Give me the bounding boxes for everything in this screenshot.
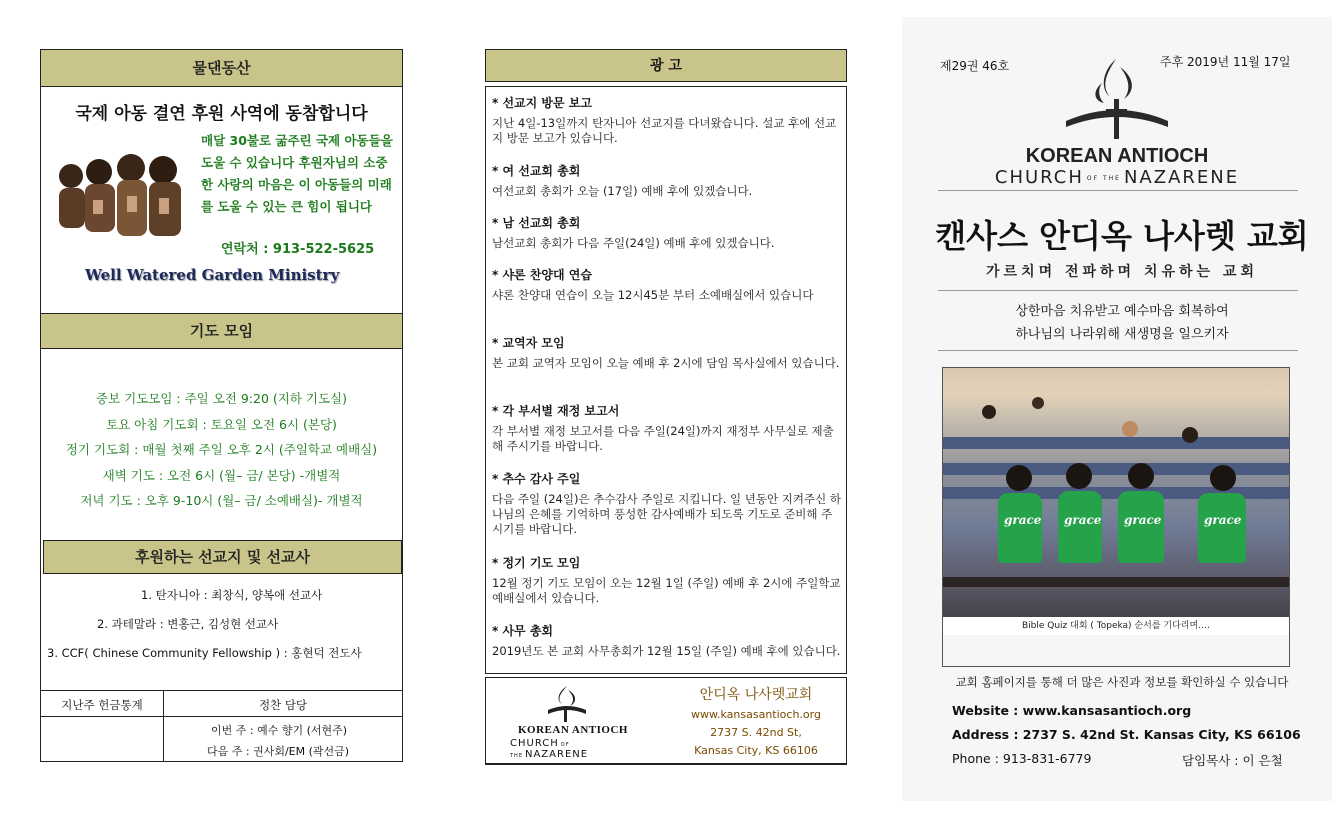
children-photo [55,144,189,242]
shirt-text: grace [1064,513,1102,527]
footer-logo-line2: CHURCH OF THE NAZARENE [510,738,589,760]
announcement-body: 지난 4일-13일까지 탄자니아 선교지를 다녀왔습니다. 설교 후에 선교지 방문 보고가 있습니다. [492,116,837,145]
announcement-title: * 남 선교회 총회 [492,216,581,230]
slogan-line1: 상한마음 치유받고 예수마음 회복하여 [1015,304,1229,319]
announcement-item [492,266,841,330]
photo-caption: Bible Quiz 대회 ( Topeka) 순서를 기다리며…. [1021,621,1211,631]
sponsorship-appeal: 매달 30불로 굶주린 국제 아동들을 도울 수 있습니다 후원자님의 소중한 사랑의 마음은 이 아동들의 미래를 도울 수 있는 큰 힘이 됩니다 [201,133,393,214]
ministry-name: Well Watered Garden Ministry [85,266,340,284]
announcement-body: 2019년도 본 교회 사무총회가 12월 15일 (주일) 예배 후에 있습니다. [492,644,841,658]
announcement-body: 각 부서별 재정 보고서를 다음 주일(24일)까지 재정부 사무실로 제출해 주시기를 바랍니다. [492,424,834,453]
announcement-item [492,470,841,550]
meal-duty-header: 정찬 담당 [258,698,308,712]
meal-duty-next-week: 다음 주 : 권사회/EM (곽선금) [207,745,350,758]
shirt-text: grace [1004,513,1042,527]
church-logo-icon [1062,55,1172,145]
cover-logo-line1: KOREAN ANTIOCH [1025,145,1209,167]
announcement-body: 본 교회 교역자 모임이 오늘 예배 후 2시에 담임 목사실에서 있습니다. [492,356,840,370]
sponsorship-banner: 국제 아동 결연 후원 사역에 동참합니다 [75,104,368,124]
announcement-item [492,94,841,158]
announcement-item [492,214,841,262]
prayer-list [41,386,402,514]
announcement-title: * 사무 총회 [492,624,553,638]
section-header-prayer: 기도 모임 [41,313,402,349]
announcement-title: * 선교지 방문 보고 [492,96,592,110]
footer-logo-line1: KOREAN ANTIOCH [518,724,628,736]
prayer-item: 토요 아침 기도회 : 토요일 오전 6시 (본당) [106,416,337,432]
offering-stats-header: 지난주 헌금통계 [61,698,143,712]
church-footer [485,677,847,765]
church-title: 캔사스 안디옥 나사렛 교회 [935,217,1309,255]
phone-line: Phone : 913-831-6779 [952,751,1092,766]
meal-duty-this-week: 이번 주 : 예수 향기 (서현주) [211,724,348,737]
pastor-name: 담임목사 : 이 은철 [1182,753,1283,768]
volume-number: 제29권 46호 [940,59,1010,73]
church-motto: 가르치며 전파하며 치유하는 교회 [986,264,1258,280]
announcement-item [492,622,841,678]
announcement-item [492,334,841,398]
mission-item: 3. CCF( Chinese Community Fellowship ) : 홍현덕 전도사 [47,646,362,660]
prayer-item: 저녁 기도 : 오후 9-10시 (월– 금/ 소예배실)- 개별적 [80,493,363,508]
address-line: Address : 2737 S. 42nd St. Kansas City, KS 66106 [952,727,1301,742]
announcement-body: 12월 정기 기도 모임이 오는 12월 1일 (주일) 예배 후 2시에 주일학교 예배실에서 있습니다. [492,576,841,605]
section-header-missions: 후원하는 선교지 및 선교사 [43,540,402,574]
announcement-body: 다음 주일 (24일)은 추수감사 주일로 지킵니다. 일 년동안 지켜주신 하나님의 은혜를 기억하며 풍성한 감사예배가 되도록 기도로 준비해 주시기를 바랍니다. [492,492,841,536]
announcement-item [492,554,841,618]
prayer-item: 새벽 기도 : 오전 6시 (월– 금/ 본당) -개별적 [102,467,341,483]
announcement-title: * 각 부서별 재정 보고서 [492,404,620,418]
slogan-line2: 하나님의 나라위해 새생명을 일으키자 [1015,327,1229,342]
announcement-title: * 여 선교회 총회 [492,164,581,178]
footer-website[interactable]: www.kansasantioch.org [691,708,821,721]
cover-panel [902,17,1332,801]
homepage-note: 교회 홈페이지를 통해 더 많은 사진과 정보를 확인하실 수 있습니다 [955,675,1289,689]
announcement-list [485,86,847,674]
left-panel [40,49,403,762]
announcement-title: * 추수 감사 주일 [492,472,581,486]
prayer-item: 정기 기도회 : 매월 첫째 주일 오후 2시 (주일학교 예배실) [65,442,378,457]
cover-logo-line2: CHURCH OF THE NAZARENE [994,167,1240,188]
section-header-announcements: 광 고 [485,49,847,82]
prayer-item: 중보 기도모임 : 주일 오전 9:20 (지하 기도실) [96,391,347,406]
contact-phone: 연락처 : 913-522-5625 [221,242,375,257]
announcement-title: * 정기 기도 모임 [492,556,581,570]
shirt-text: grace [1124,513,1162,527]
footer-address-line1: 2737 S. 42nd St, [710,726,802,739]
bulletin-date: 주후 2019년 11월 17일 [1160,55,1291,69]
bible-quiz-photo [942,367,1290,635]
announcement-body: 여선교회 총회가 오늘 (17일) 예배 후에 있겠습니다. [492,184,753,198]
announcement-title: * 샤론 찬양대 연습 [492,268,592,282]
offering-table [41,690,402,762]
announcement-title: * 교역자 모임 [492,336,565,350]
announcement-item [492,162,841,210]
shirt-text: grace [1204,513,1242,527]
announcement-body: 샤론 찬양대 연습이 오늘 12시45분 부터 소예배실에서 있습니다 [492,288,814,302]
church-logo-icon [544,684,590,724]
website-line[interactable]: Website : www.kansasantioch.org [952,703,1192,718]
mission-item: 2. 과테말라 : 변홍근, 김성현 선교사 [97,617,279,631]
announcement-body: 남선교회 총회가 다음 주일(24일) 예배 후에 있겠습니다. [492,236,775,250]
footer-church-name: 안디옥 나사렛교회 [699,687,813,703]
footer-address-line2: Kansas City, KS 66106 [694,744,818,757]
section-header-garden: 물댄동산 [41,50,402,87]
announcements-panel [485,49,847,765]
mission-item: 1. 탄자니아 : 최창식, 양복애 선교사 [141,588,323,602]
announcement-item [492,402,841,466]
